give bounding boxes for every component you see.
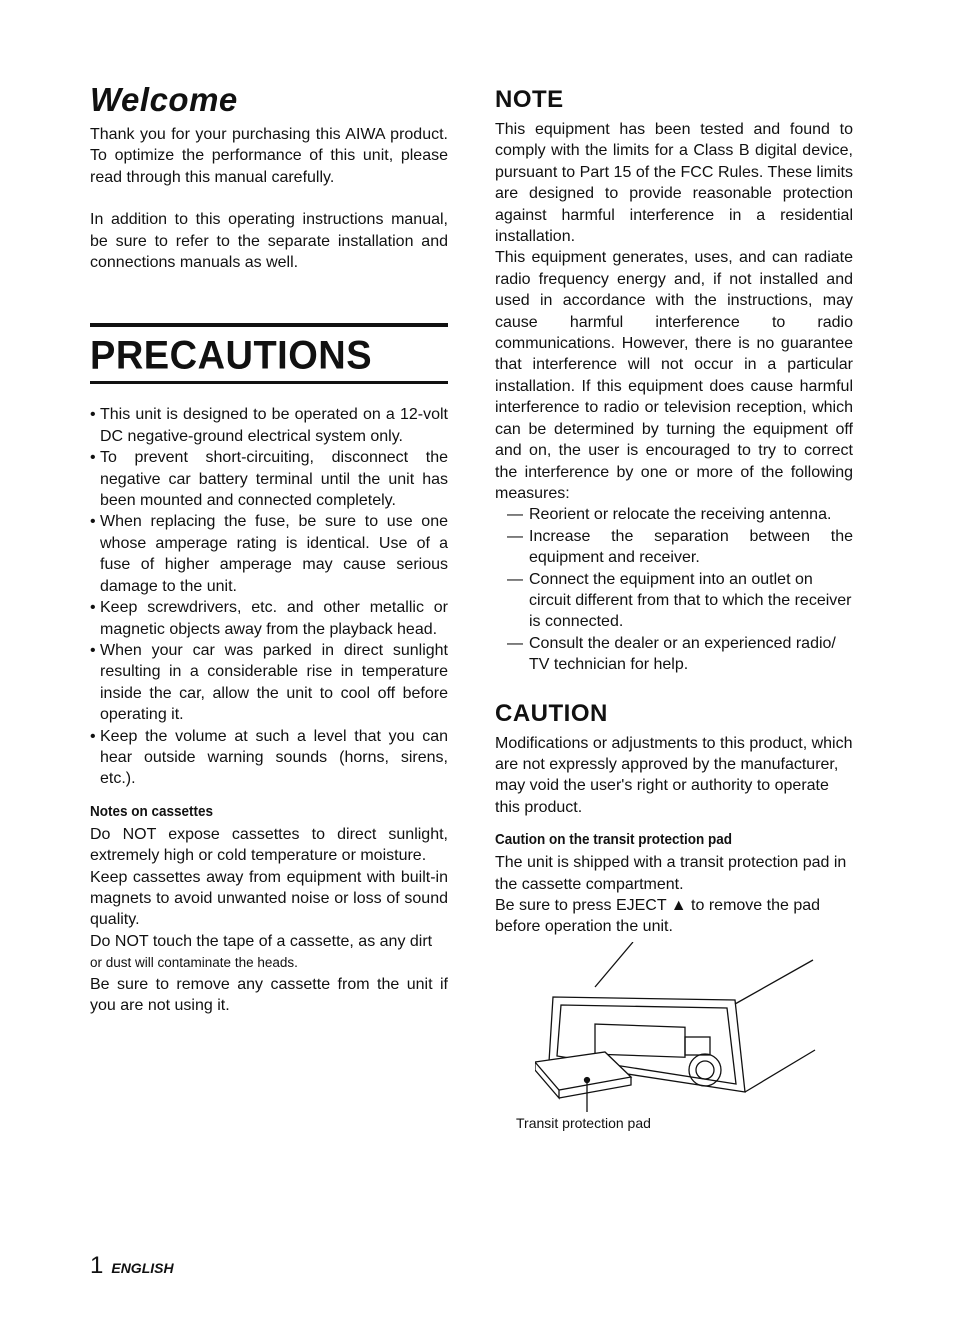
precaution-item: • To prevent short-circuiting, disconnect the negative car battery terminal until the unit has been mounted and connected completely. bbox=[90, 447, 448, 511]
precautions-bottom-rule bbox=[90, 381, 448, 384]
cassettes-line: Do NOT touch the tape of a cassette, as any dirt bbox=[90, 932, 433, 950]
cassettes-subheading: Notes on cassettes bbox=[90, 802, 214, 820]
page-footer bbox=[90, 1252, 174, 1280]
precautions-top-rule bbox=[90, 323, 448, 327]
note-measure-item: — Consult the dealer or an experienced radio/ TV technician for help. bbox=[507, 633, 853, 676]
cassettes-line: Keep cassettes away from equipment with built-in magnets to avoid unwanted noise or loss of sound quality. bbox=[90, 868, 448, 929]
left-column bbox=[90, 80, 448, 1016]
cassettes-line: or dust will contaminate the heads. bbox=[90, 955, 298, 971]
transit-paragraph-1: The unit is shipped with a transit protection pad in the cassette compartment. bbox=[495, 854, 847, 893]
precaution-item: • When your car was parked in direct sunlight resulting in a considerable rise in temperature inside the car, allow the unit to cool off before operating it. bbox=[90, 640, 448, 726]
welcome-paragraph-2: In addition to this operating instructions manual, be sure to refer to the separate installation and connections manuals as well. bbox=[90, 211, 448, 272]
note-heading: NOTE bbox=[495, 86, 564, 113]
footer-language: ENGLISH bbox=[111, 1260, 174, 1276]
transit-paragraph-2: Be sure to press EJECT ▲ to remove the pad before operation the unit. bbox=[495, 897, 821, 936]
figure-caption: Transit protection pad bbox=[516, 1115, 651, 1131]
note-measure-item: — Connect the equipment into an outlet on circuit different from that to which the receiver is connected. bbox=[507, 569, 853, 633]
transit-subheading: Caution on the transit protection pad bbox=[495, 831, 732, 849]
note-paragraph-2: This equipment generates, uses, and can radiate radio frequency energy and, if not installed and used in accordance with the instructions, may cause harmful interference to radio communications. However, there is no guarantee that interference will not occur in a particular installation. If this equipment does cause harmful interference to radio or television reception, which can be determined by turning the equipment off and on, the user is encouraged to try to correct the interference by one or more of the following measures: bbox=[495, 249, 853, 502]
note-measure-item: — Increase the separation between the equipment and receiver. bbox=[507, 526, 853, 569]
cassettes-line: Do NOT expose cassettes to direct sunlight, extremely high or cold temperature or moisture. bbox=[90, 825, 448, 865]
note-paragraph-1: This equipment has been tested and found to comply with the limits for a Class B digital device, pursuant to Part 15 of the FCC Rules. These limits are designed to provide reasonable protection against harmful interference in a residential installation. bbox=[495, 121, 853, 246]
caution-paragraph: Modifications or adjustments to this product, which are not expressly approved by the manufacturer, may void the user's right or authority to operate this product. bbox=[495, 734, 853, 816]
cassettes-line: Be sure to remove any cassette from the unit if you are not using it. bbox=[90, 975, 448, 1014]
welcome-paragraph-1: Thank you for your purchasing this AIWA product. To optimize the performance of this unit, please read through this manual carefully. bbox=[90, 126, 448, 186]
precaution-item: • This unit is designed to be operated on a 12-volt DC negative-ground electrical system only. bbox=[90, 404, 448, 447]
precaution-item: • Keep screwdrivers, etc. and other metallic or magnetic objects away from the playback head. bbox=[90, 597, 448, 640]
precaution-item: • When replacing the fuse, be sure to use one whose amperage rating is identical. Use of a fuse of higher amperage may cause serious damage to the unit. bbox=[90, 511, 448, 597]
right-column bbox=[495, 80, 853, 1131]
car-stereo-illustration bbox=[535, 942, 825, 1122]
welcome-heading: Welcome bbox=[90, 81, 238, 118]
note-measures-list bbox=[495, 504, 853, 675]
precaution-item: • Keep the volume at such a level that you can hear outside warning sounds (horns, sirens, etc.). bbox=[90, 726, 448, 790]
page-number: 1 bbox=[90, 1252, 104, 1279]
precautions-heading: PRECAUTIONS bbox=[90, 334, 373, 379]
note-measure-item: — Reorient or relocate the receiving antenna. bbox=[507, 504, 853, 525]
precautions-list bbox=[90, 404, 448, 789]
caution-heading: CAUTION bbox=[495, 699, 608, 727]
